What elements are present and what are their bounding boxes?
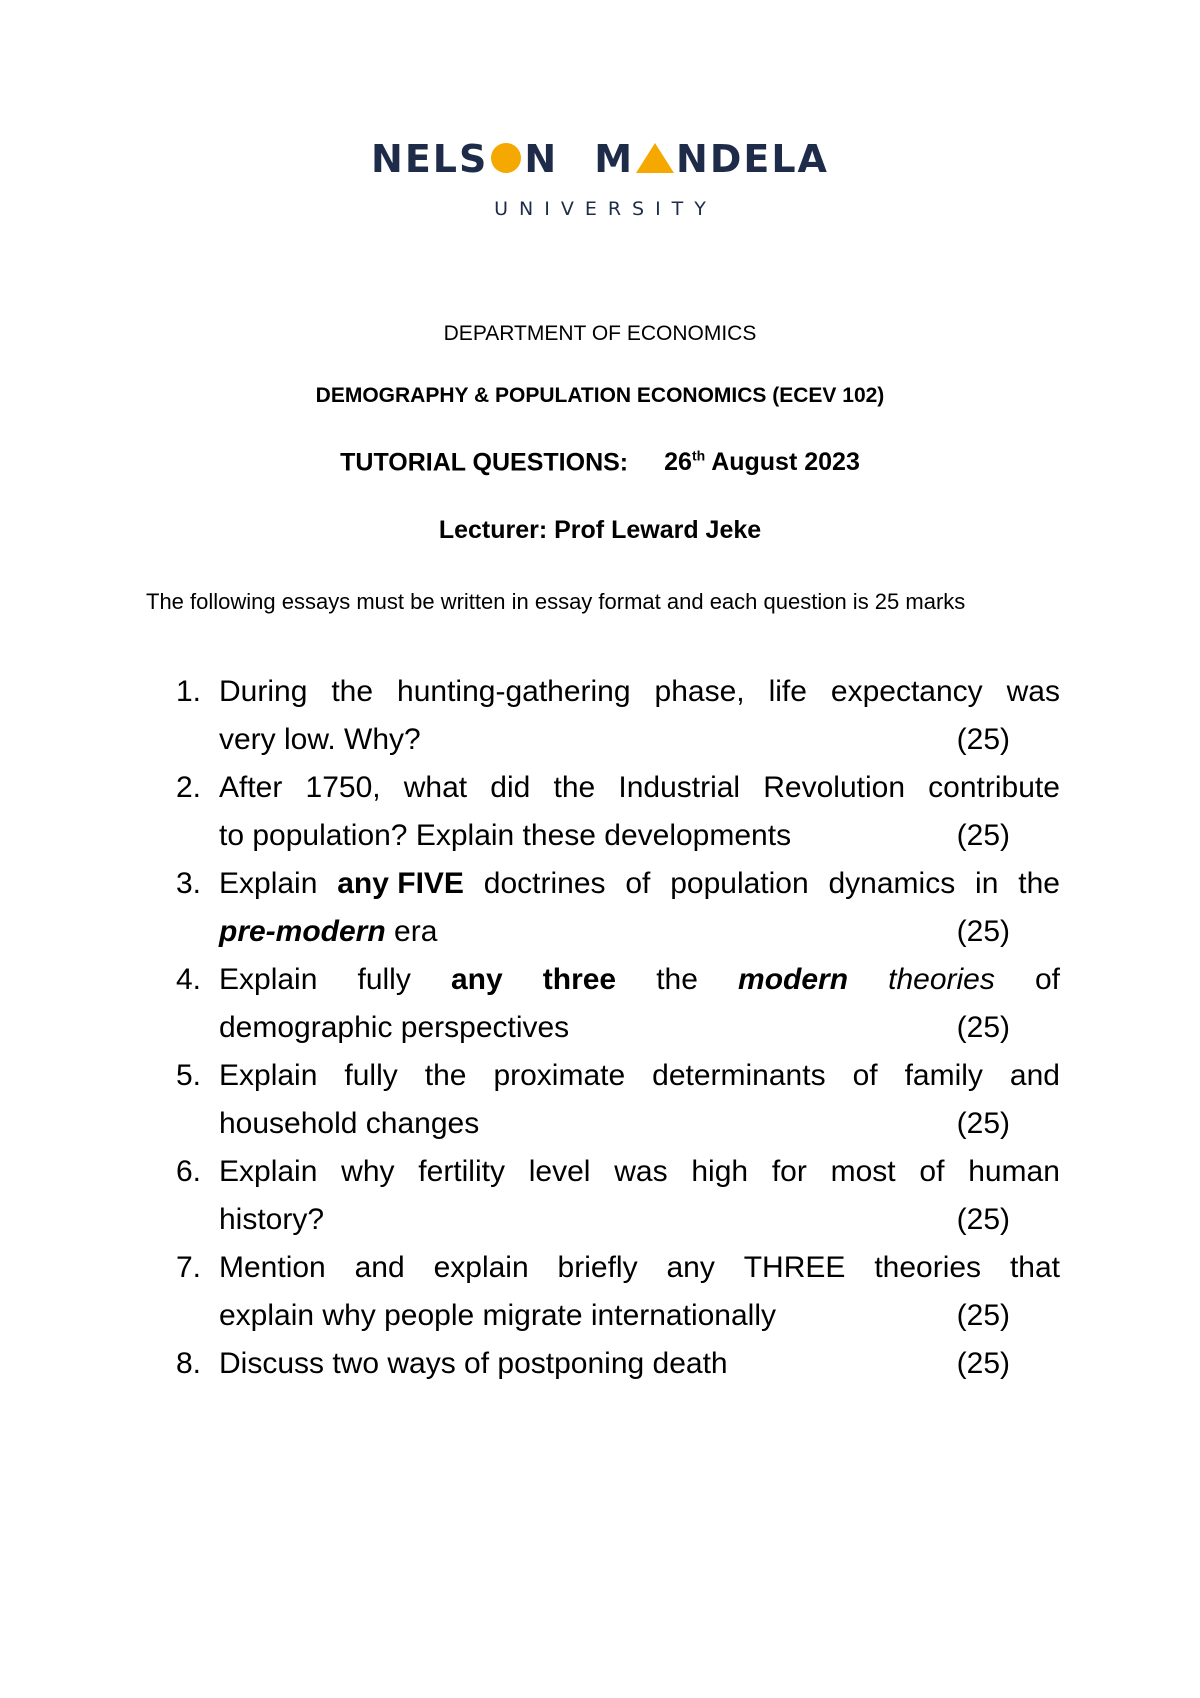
question-number: 5. <box>176 1059 202 1092</box>
logo-subtitle: UNIVERSITY <box>494 197 717 220</box>
emphasis-bold: any FIVE <box>337 867 464 900</box>
instructions-text: The following essays must be written in essay format and each question is 25 marks <box>146 589 966 614</box>
emphasis-bold: three <box>542 963 617 996</box>
question-line: Mention and explain briefly any THREE theories that <box>219 1251 1060 1284</box>
question-item <box>176 1340 1060 1388</box>
date-suffix: th <box>691 448 706 464</box>
question-line <box>219 908 1010 956</box>
question-number: 6. <box>176 1155 202 1188</box>
question-item <box>176 1148 1060 1244</box>
question-line: After 1750, what did the Industrial Revolution contribute <box>219 771 1060 804</box>
question-line <box>219 1292 1010 1340</box>
question-line <box>219 1196 1010 1244</box>
emphasis-bold-italic: modern <box>738 963 849 996</box>
question-line <box>219 1340 1010 1388</box>
question-line: Explain fully any three the modern theories of <box>219 956 1060 1004</box>
question-text: household changes <box>219 1107 480 1140</box>
question-marks: (25) <box>956 723 1010 756</box>
logo-word-nelson <box>371 135 558 183</box>
question-text: explain why people migrate internationally <box>219 1299 776 1332</box>
logo-text-m: M <box>594 136 635 181</box>
question-list <box>176 668 1060 1388</box>
question-marks: (25) <box>956 915 1010 948</box>
question-item <box>176 764 1060 860</box>
emphasis-italic: theories <box>888 963 995 996</box>
question-text: history? <box>219 1203 325 1236</box>
tutorial-label: TUTORIAL QUESTIONS: <box>340 448 629 477</box>
question-line <box>219 1004 1010 1052</box>
university-logo <box>0 132 1200 221</box>
logo-text-ndela: NDELA <box>676 136 829 181</box>
logo-triangle-icon <box>636 143 674 173</box>
emphasis-bold-italic: pre-modern <box>219 915 386 948</box>
question-line <box>219 1100 1010 1148</box>
question-number: 2. <box>176 771 202 804</box>
course-heading: DEMOGRAPHY & POPULATION ECONOMICS (ECEV 102) <box>315 384 885 407</box>
question-text: Discuss two ways of postponing death <box>219 1347 728 1380</box>
emphasis-bold: any <box>450 963 503 996</box>
question-line <box>219 812 1010 860</box>
question-item <box>176 668 1060 764</box>
question-line: During the hunting-gathering phase, life expectancy was <box>219 675 1060 708</box>
question-line: Explain any FIVE doctrines of population dynamics in the <box>219 860 1060 908</box>
lecturer-heading: Lecturer: Prof Leward Jeke <box>438 516 762 544</box>
date-rest: August 2023 <box>711 448 860 477</box>
logo-text-nels: NELS <box>371 136 489 181</box>
question-line: Explain fully the proximate determinants of family and <box>219 1059 1060 1092</box>
logo-word-mandela <box>594 135 829 183</box>
question-marks: (25) <box>956 819 1010 852</box>
question-item <box>176 1052 1060 1148</box>
date-day: 26 <box>664 448 692 477</box>
question-number: 3. <box>176 867 202 900</box>
question-text: pre-modern era <box>219 915 438 948</box>
logo-text-n: N <box>524 136 559 181</box>
logo-wordmark <box>0 132 1200 183</box>
tutorial-date <box>664 448 860 476</box>
question-text: demographic perspectives <box>219 1011 570 1044</box>
question-line: Explain why fertility level was high for most of human <box>219 1155 1060 1188</box>
logo-circle-icon <box>491 143 521 173</box>
question-marks: (25) <box>956 1107 1010 1140</box>
question-marks: (25) <box>956 1011 1010 1044</box>
question-number: 4. <box>176 963 202 996</box>
question-item <box>176 956 1060 1052</box>
question-item <box>176 860 1060 956</box>
department-heading: DEPARTMENT OF ECONOMICS <box>443 322 757 345</box>
question-marks: (25) <box>956 1203 1010 1236</box>
tutorial-heading <box>0 448 1200 477</box>
question-number: 7. <box>176 1251 202 1284</box>
question-number: 1. <box>176 675 202 708</box>
question-line <box>219 716 1010 764</box>
question-marks: (25) <box>956 1347 1010 1380</box>
question-number: 8. <box>176 1347 202 1380</box>
question-marks: (25) <box>956 1299 1010 1332</box>
question-text: to population? Explain these developments <box>219 819 792 852</box>
question-text: very low. Why? <box>219 723 421 756</box>
question-item <box>176 1244 1060 1340</box>
